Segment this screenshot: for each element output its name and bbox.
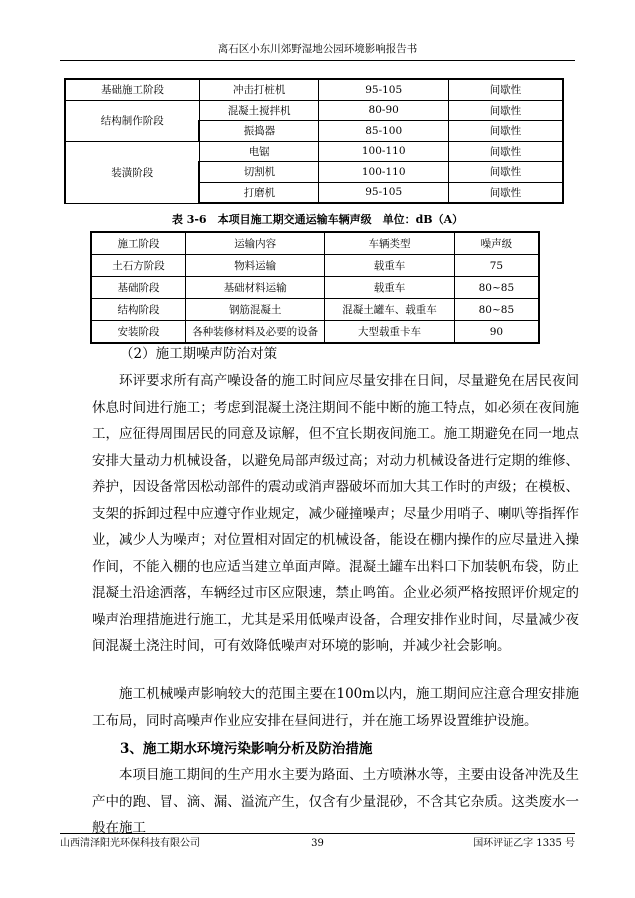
table-cell: 土石方阶段 — [91, 255, 186, 277]
table-row — [65, 79, 563, 100]
column-header: 噪声级 — [454, 232, 539, 255]
table-cell: 间歇性 — [448, 141, 563, 162]
table-cell: 冲击打桩机 — [199, 79, 319, 100]
table-row — [91, 277, 539, 299]
table-cell: 载重车 — [325, 255, 454, 277]
column-header: 施工阶段 — [91, 232, 186, 255]
table-cell: 100-110 — [319, 141, 449, 162]
transport-noise-table — [90, 231, 540, 344]
paragraph: 本项目施工期间的生产用水主要为路面、土方喷淋水等，主要由设备冲洗及生产中的跑、冒、滴、漏、溢流产生，仅含有少量混砂，不含其它杂质。这类废水一般在施工 — [92, 767, 579, 836]
table-cell: 各种装修材料及必要的设备 — [186, 321, 325, 344]
table-cell: 95-105 — [319, 79, 449, 100]
table-row — [91, 299, 539, 321]
header-title: 离石区小东川郊野湿地公园环境影响报告书 — [217, 43, 418, 55]
footer-certificate: 国环评证乙字 1335 号 — [473, 838, 575, 849]
table-caption: 表 3-6 本项目施工期交通运输车辆声级 单位：dB（A） — [171, 213, 464, 226]
table-row — [65, 100, 563, 121]
table-cell: 90 — [454, 321, 539, 344]
column-header: 运输内容 — [186, 232, 325, 255]
table-cell: 95-105 — [319, 182, 449, 203]
table-cell: 安装阶段 — [91, 321, 186, 344]
table-cell: 80~85 — [454, 277, 539, 299]
paragraph: 环评要求所有高产噪设备的施工时间应尽量安排在日间，尽量避免在居民夜间休息时间进行施工；考虑到混凝土浇注期间不能中断的施工特点，如必须在夜间施工，应征得周围居民的同意及谅解，但不宜长期夜间施工。施工期避免在同一地点安排大量动力机械设备，以避免局部声级过高；对动力机械设备进行定期的维修、养护，因设备常因松动部件的震动或消声器破坏而加大其工作时的声级；在模板、支架的拆卸过程中应遵守作业规定，减少碰撞噪声；尽量少用哨子、喇叭等指挥作业，减少人为噪声；对位置相对固定的机械设备，能设在棚内操作的应尽量进入操作间，不能入棚的也应适当建立单面声障。混凝土罐车出料口下加装帆布袋，防止混凝土沿途洒落，车辆经过市区应限速，禁止鸣笛。企业必须严格按照评价规定的噪声治理措施进行施工，尤其是采用低噪声设备，合理安排作业时间，尽量减少夜间混凝土浇注时间，可有效降低噪声对环境的影响，并减少社会影响。 — [92, 373, 579, 654]
table-cell: 基础施工阶段 — [65, 79, 199, 100]
table-cell: 装潢阶段 — [65, 141, 199, 203]
subsection-heading: （2）施工期噪声防治对策 — [120, 346, 278, 362]
table-cell: 大型载重卡车 — [325, 321, 454, 344]
table-header-row — [91, 232, 539, 255]
table-cell: 间歇性 — [448, 100, 563, 121]
page-footer — [60, 833, 575, 849]
table-cell: 间歇性 — [448, 182, 563, 203]
table-row — [91, 255, 539, 277]
paragraph: 施工机械噪声影响较大的范围主要在100m以内，施工期间应注意合理安排施工布局，同时高噪声作业应安排在昼间进行，并在施工场界设置维护设施。 — [92, 686, 579, 729]
page-header — [60, 40, 575, 61]
table-cell: 结构阶段 — [91, 299, 186, 321]
table-cell: 振捣器 — [199, 121, 319, 142]
equipment-noise-table — [64, 78, 564, 204]
column-header: 车辆类型 — [325, 232, 454, 255]
table-cell: 80-90 — [319, 100, 449, 121]
table-cell: 载重车 — [325, 277, 454, 299]
table-cell: 电锯 — [199, 141, 319, 162]
section-heading: 3、施工期水环境污染影响分析及防治措施 — [120, 741, 373, 757]
footer-company: 山西清泽阳光环保科技有限公司 — [60, 838, 200, 849]
table-row — [91, 321, 539, 344]
table-cell: 100-110 — [319, 162, 449, 183]
table-cell: 75 — [454, 255, 539, 277]
table-cell: 混凝土搅拌机 — [199, 100, 319, 121]
table-cell: 物料运输 — [186, 255, 325, 277]
table-cell: 结构制作阶段 — [65, 100, 199, 141]
table-cell: 基础材料运输 — [186, 277, 325, 299]
page-number: 39 — [311, 838, 324, 849]
table-cell: 切割机 — [199, 162, 319, 183]
table-cell: 间歇性 — [448, 162, 563, 183]
table-cell: 85-100 — [319, 121, 449, 142]
table-cell: 钢筋混凝土 — [186, 299, 325, 321]
table-cell: 混凝土罐车、载重车 — [325, 299, 454, 321]
table-cell: 间歇性 — [448, 79, 563, 100]
table-cell: 80~85 — [454, 299, 539, 321]
table-cell: 间歇性 — [448, 121, 563, 142]
table-cell: 打磨机 — [199, 182, 319, 203]
table-row — [65, 141, 563, 162]
table-cell: 基础阶段 — [91, 277, 186, 299]
